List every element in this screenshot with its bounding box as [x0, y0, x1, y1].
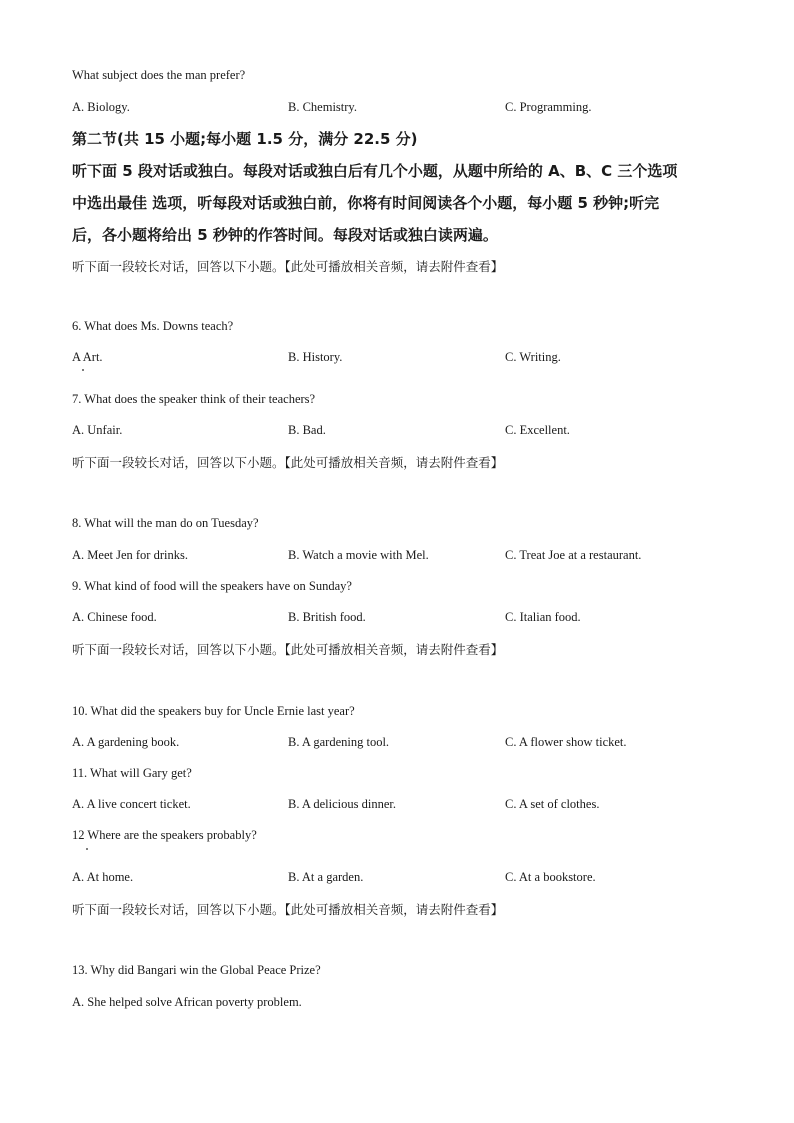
audio-note: 听下面一段较长对话，回答以下小题。【此处可播放相关音频，请去附件查看】 [72, 259, 504, 274]
option-a: A. Chinese food. [72, 610, 157, 624]
question-text: 12 Where are the speakers probably? [72, 828, 257, 842]
option-c: C. Excellent. [505, 423, 570, 437]
option-a: A. Meet Jen for drinks. [72, 548, 188, 562]
option-c: C. Programming. [505, 100, 592, 114]
option-c: C. Italian food. [505, 610, 581, 624]
question-text: 13. Why did Bangari win the Global Peace Prize? [72, 963, 321, 977]
question-text: 6. What does Ms. Downs teach? [72, 319, 234, 333]
audio-note: 听下面一段较长对话，回答以下小题。【此处可播放相关音频，请去附件查看】 [72, 642, 504, 657]
option-c: C. A set of clothes. [505, 797, 600, 811]
option-b: B. British food. [288, 610, 366, 624]
audio-note: 听下面一段较长对话，回答以下小题。【此处可播放相关音频，请去附件查看】 [72, 902, 504, 917]
option-b: B. At a garden. [288, 870, 364, 884]
question-text: 7. What does the speaker think of their teachers? [72, 392, 316, 406]
option-b: B. A gardening tool. [288, 735, 390, 749]
option-c: C. A flower show ticket. [505, 735, 627, 749]
stray-dot [82, 369, 84, 371]
option-a: A. A live concert ticket. [72, 797, 191, 811]
option-b: B. Bad. [288, 423, 326, 437]
option-b: B. Watch a movie with Mel. [288, 548, 429, 562]
option-a: A. At home. [72, 870, 134, 884]
option-a: A. Unfair. [72, 423, 123, 437]
option-b: B. Chemistry. [288, 100, 357, 114]
option-a: A. She helped solve African poverty problem. [72, 995, 302, 1009]
question-text: 9. What kind of food will the speakers have on Sunday? [72, 579, 352, 593]
option-c: C. Writing. [505, 350, 561, 364]
section-instruction-line: 中选出最佳 选项，听每段对话或独白前，你将有时间阅读各个小题，每小题 5 秒钟;听完 [72, 194, 660, 212]
section-instruction-line: 听下面 5 段对话或独白。每段对话或独白后有几个小题，从题中所给的 A、B、C 三个选项 [72, 162, 678, 180]
question-text: 10. What did the speakers buy for Uncle Ernie last year? [72, 704, 355, 718]
stray-dot [86, 848, 88, 850]
question-text: 11. What will Gary get? [72, 766, 192, 780]
question-text: What subject does the man prefer? [72, 68, 246, 82]
option-a: A. Biology. [72, 100, 130, 114]
option-b: B. A delicious dinner. [288, 797, 396, 811]
question-text: 8. What will the man do on Tuesday? [72, 516, 259, 530]
section-instruction-line: 后，各小题将给出 5 秒钟的作答时间。每段对话或独白读两遍。 [72, 226, 498, 244]
option-c: C. At a bookstore. [505, 870, 596, 884]
option-c: C. Treat Joe at a restaurant. [505, 548, 642, 562]
section-heading: 第二节(共 15 小题;每小题 1.5 分，满分 22.5 分) [72, 130, 418, 148]
option-a: A. A gardening book. [72, 735, 180, 749]
audio-note: 听下面一段较长对话，回答以下小题。【此处可播放相关音频，请去附件查看】 [72, 455, 504, 470]
option-a: A Art. [72, 350, 103, 364]
option-b: B. History. [288, 350, 343, 364]
